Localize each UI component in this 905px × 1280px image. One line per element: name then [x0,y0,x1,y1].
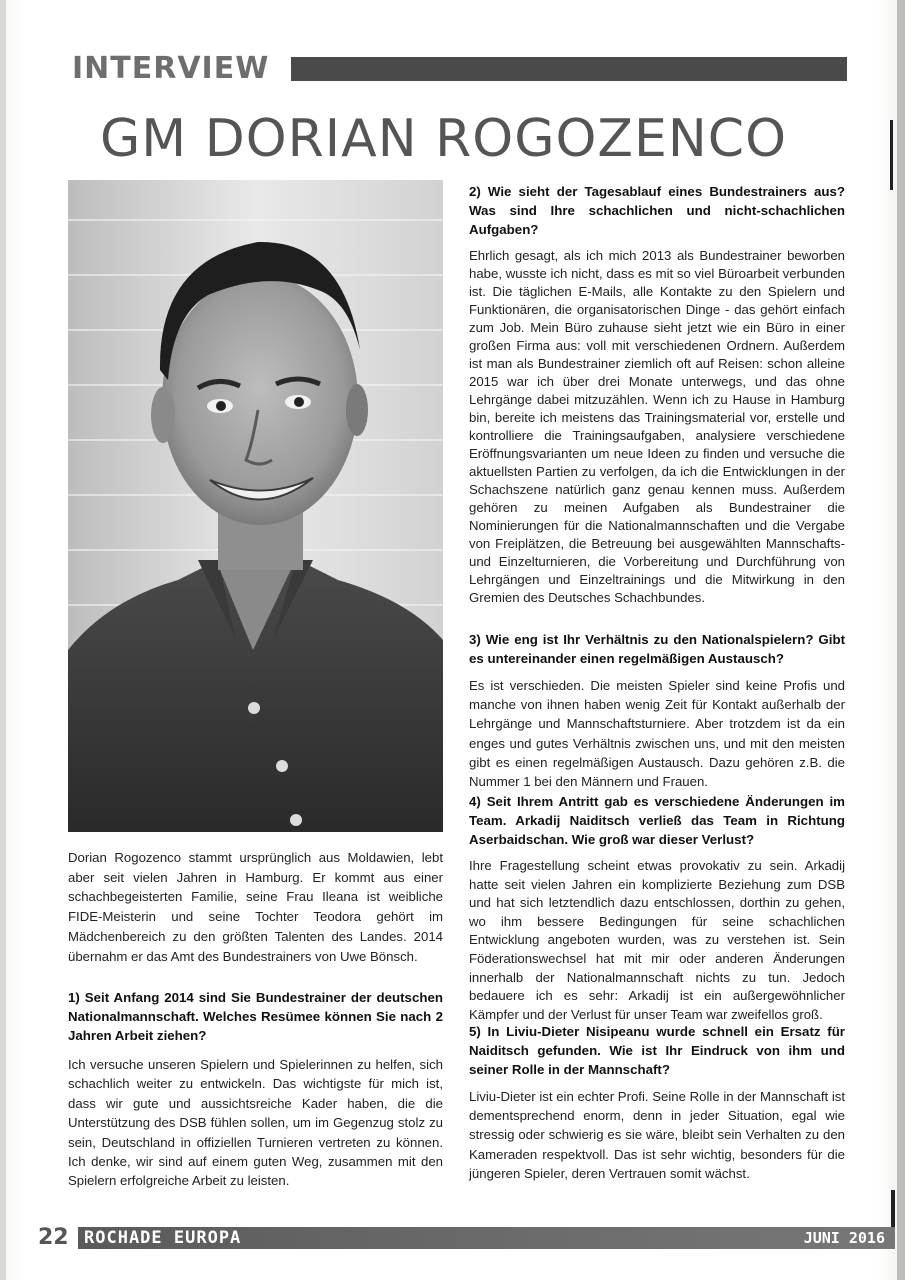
answer-text: Liviu-Dieter ist ein echter Profi. Seine Rolle in der Mannschaft ist dementsprechend enorm, denn in jeder Situation, egal wie stressig oder schwierig es sie wäre, bleibt sein Verhalten zu den Kameraden respektvoll. Das ist sehr wichtig, besonders für die jüngeren Spieler, deren Vertrauen somit wächst. [469,1089,846,1181]
interview-question-1 [68,988,443,1191]
interview-question-3 [469,630,845,791]
question-text: 3) Wie eng ist Ihr Verhältnis zu den Nationalspielern? Gibt es untereinander einen regelmäßigen Austausch? [469,632,845,666]
question-text: 4) Seit Ihrem Antritt gab es verschiedene Änderungen im Team. Arkadij Naiditsch verließ das Team in Richtung Aserbaidschan. Wie groß war dieser Verlust? [469,794,845,847]
question-text: 2) Wie sieht der Tagesablauf eines Bundestrainers aus? Was sind Ihre schachlichen und nicht-schachlichen Aufgaben? [469,184,845,237]
question-text: 1) Seit Anfang 2014 sind Sie Bundestrainer der deutschen Nationalmannschaft. Welches Resümee können Sie nach 2 Jahren Arbeit ziehen? [68,990,443,1043]
photo-caption: Dorian Rogozenco stammt ursprünglich aus Moldawien, lebt aber seit vielen Jahren in Hamburg. Er kommt aus einer schachbegeisterten Familie, seine Frau Ileana ist weibliche FIDE-Meisterin und seine Tochter Teodora gehört im Mädchenbereich zu den größten Talenten des Landes. 2014 übernahm er das Amt des Bundestrainers von Uwe Bönsch. [68,850,443,964]
interview-question-5 [469,1022,845,1183]
page-number: 22 [38,1225,69,1250]
page-left-edge [0,0,6,1280]
portrait-photo [68,180,443,832]
magazine-name: ROCHADE EUROPA [84,1228,242,1248]
answer-text: Ehrlich gesagt, als ich mich 2013 als Bundestrainer beworben habe, wusste ich nicht, dass es mit so viel Büroarbeit verbunden ist. Die täglichen E-Mails, alle Kontakte zu den Spielern und Funktionären, die organisatorischen Dinge - das gehört einfach zum Job. Mein Büro zuhause sieht jetzt wie ein Büro in einer großen Firma aus: voll mit verschiedenen Ordnern. Außerdem ist man als Bundestrainer ziemlich oft auf Reisen: schon alleine 2015 war ich über drei Monate unterwegs, und das ohne Lehrgänge dabei mitzuzählen. Wenn ich zu Hause in Hamburg bin, bereite ich meistens das Trainingsmaterial vor, erstelle und kontrolliere die Trainingsaufgaben, analysiere verschiedene Eröffnungsvarianten um neue Ideen zu finden und versuche die aktuellsten Partien zu verfolgen, da ich die Entwicklungen in der Schachszene natürlich ganz genau kennen muss. Außerdem gehören zu meinen Aufgaben als Bundestrainer die Nominierungen für die Nationalmannschaften und die Vergabe von Freiplätzen, die Betreuung bei ausgewählten Mannschafts- und Einzelturnieren, die Vorbereitung und Durchführung von Lehrgängen und Einzeltrainings und die Mitwirkung in den Gremien des Deutsches Schachbundes. [469,248,845,605]
question-text: 5) In Liviu-Dieter Nisipeanu wurde schnell ein Ersatz für Naiditsch gefunden. Wie ist Ihr Eindruck von ihm und seiner Rolle in der Mannschaft? [469,1024,845,1077]
page-footer [38,1224,895,1252]
answer-text: Es ist verschieden. Die meisten Spieler sind keine Profis und manche von ihnen haben wenig Zeit für Kontakt außerhalb der Lehrgänge und Mannschaftsturniere. Aber trotzdem ist da ein enges und gutes Verhältnis zwischen uns, und mit den meisten gibt es einen regelmäßigen Austausch. Dazu gehören z.B. die Nummer 1 bei den Männern und Frauen. [469,678,845,790]
issue-date: JUNI 2016 [803,1229,885,1247]
section-kicker: INTERVIEW [72,51,270,86]
portrait-icon [68,180,443,832]
section-bar [291,57,847,81]
interview-question-2 [469,182,845,607]
footer-bar [78,1227,895,1249]
article-title: GM DORIAN ROGOZENCO [100,109,788,169]
section-header [72,50,847,88]
answer-text: Ihre Fragestellung scheint etwas provokativ zu sein. Arkadij hatte seit vielen Jahren ein komplizierte Beziehung zum DSB und hat sich letztendlich dazu entschlossen, dorthin zu gehen, wo ihm bessere Bedingungen für seine schachlichen Entwicklung angeboten wurden, was zu verstehen ist. Sein Föderationswechsel hat mit mir oder anderen Änderungen innerhalb der Nationalmannschaft nichts zu tun. Jedoch bedauere ich es sehr: Arkadij ist ein außergewöhnlicher Kämpfer und der Verlust für unser Team war zweifellos groß. [469,858,845,1022]
page-right-edge [897,0,905,1280]
margin-mark-top [890,120,893,190]
answer-text: Ich versuche unseren Spielern und Spielerinnen zu helfen, sich schachlich weiter zu entwickeln. Das wichtigste für mich ist, dass wir gute und aussichtsreiche Kader haben, die die Unterstützung des DSB fühlen sollen, um im Gegenzug stolz zu sein, Deutschland in offiziellen Turnieren vertreten zu können. Ich denke, wir sind auf einem guten Weg, zusammen mit den Spielern erfolgreiche Arbeit zu leisten. [68,1057,443,1189]
interview-question-4 [469,792,845,1024]
